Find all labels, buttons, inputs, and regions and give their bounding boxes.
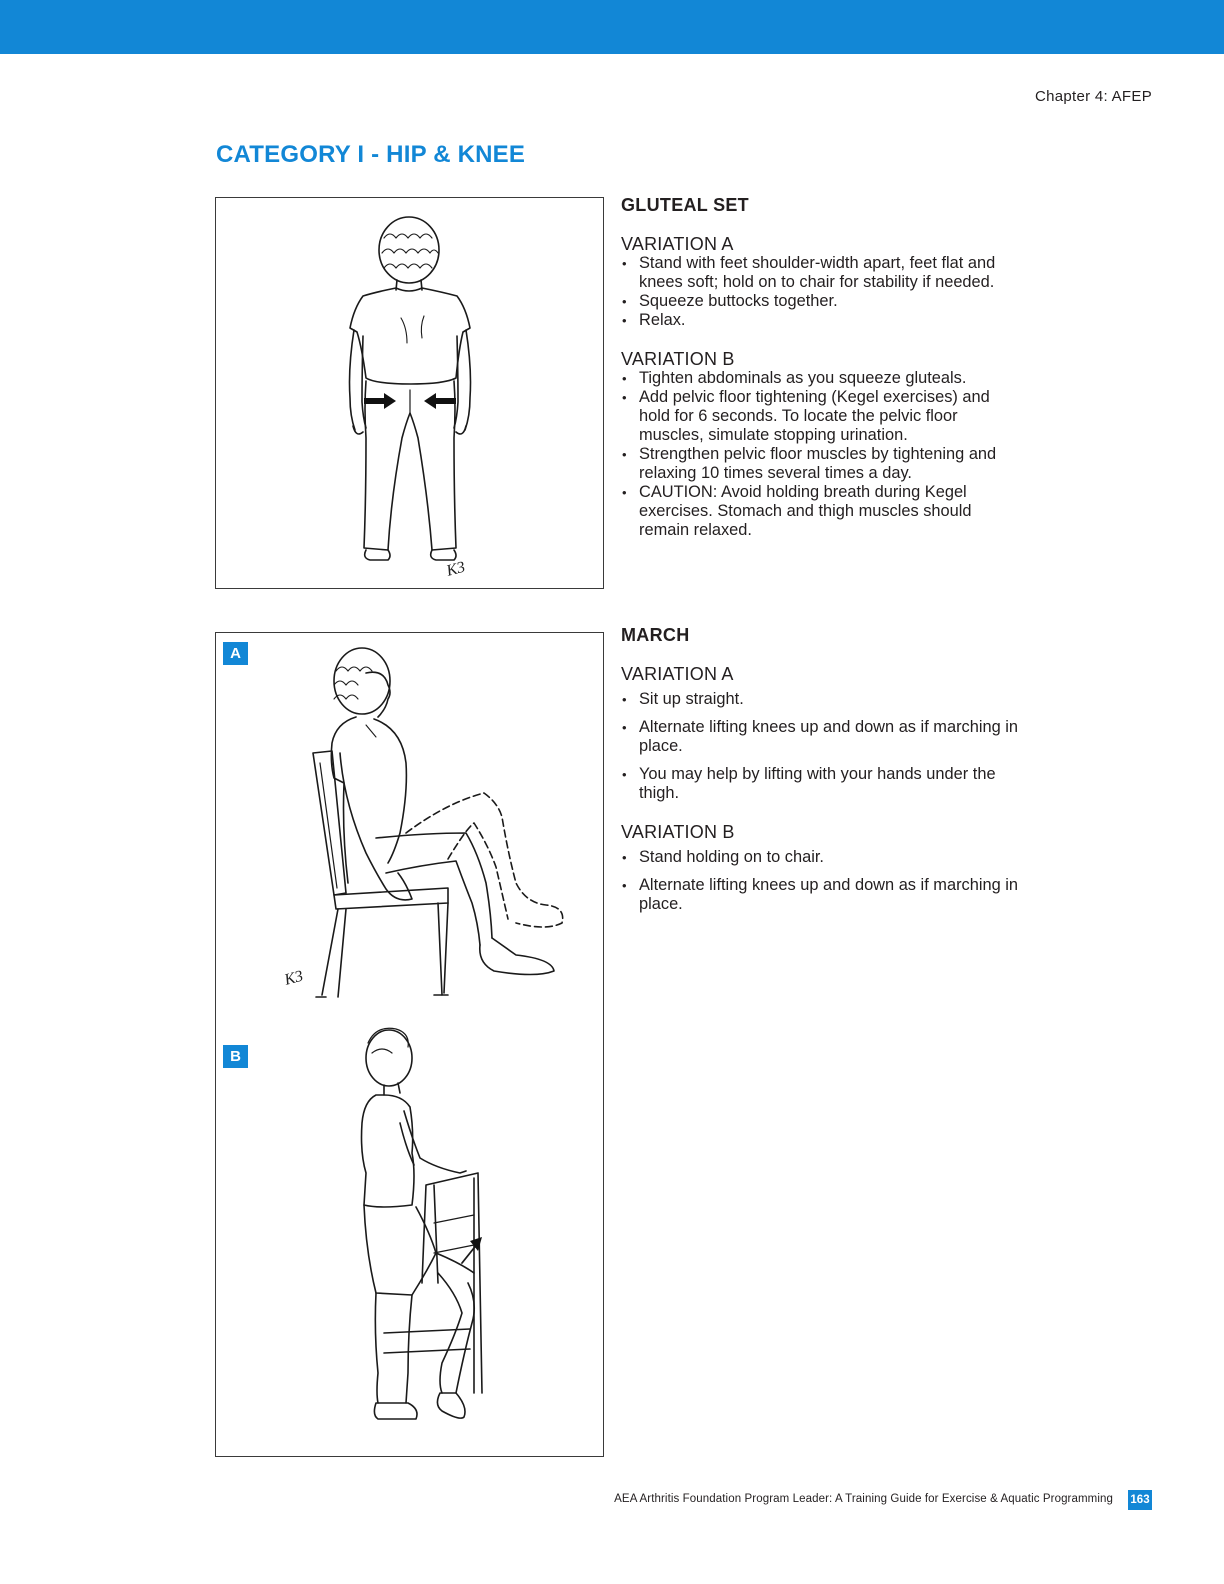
figure-label-a: A: [223, 642, 248, 665]
gluteal-set-text: [621, 196, 1021, 540]
list-item: • CAUTION: Avoid holding breath during Kegel exercises. Stomach and thigh muscles should remain relaxed.: [621, 483, 1021, 540]
exercise-title: MARCH: [621, 625, 690, 645]
variation-list: [621, 369, 1021, 540]
gluteal-set-illustration: [215, 197, 604, 589]
variation-title: VARIATION A: [621, 234, 734, 254]
march-text: [621, 626, 1021, 914]
standing-back-view-drawing: [216, 198, 605, 590]
march-illustration: [215, 632, 604, 1457]
variation-list: [621, 848, 1021, 914]
list-item: • Tighten abdominals as you squeeze gluteals.: [621, 369, 1021, 388]
list-item: • Sit up straight.: [621, 690, 1021, 709]
variation-list: [621, 254, 1021, 330]
march-drawing: [216, 633, 605, 1458]
list-item: • Alternate lifting knees up and down as if marching in place.: [621, 876, 1021, 914]
variation-title: VARIATION B: [621, 349, 735, 369]
artist-signature: K3: [282, 967, 306, 989]
figure-label-b: B: [223, 1045, 248, 1068]
list-item: • Squeeze buttocks together.: [621, 292, 1021, 311]
page-number: 163: [1128, 1490, 1152, 1510]
list-item: • Strengthen pelvic floor muscles by tightening and relaxing 10 times several times a day.: [621, 445, 1021, 483]
chapter-header: Chapter 4: AFEP: [1034, 88, 1152, 105]
list-item: • Stand holding on to chair.: [621, 848, 1021, 867]
category-title: CATEGORY I - HIP & KNEE: [216, 141, 526, 168]
top-color-band: [0, 0, 1224, 54]
exercise-title: GLUTEAL SET: [621, 195, 749, 215]
list-item: • Alternate lifting knees up and down as if marching in place.: [621, 718, 1021, 756]
list-item: • You may help by lifting with your hands under the thigh.: [621, 765, 1021, 803]
artist-signature: K3: [444, 558, 468, 580]
variation-list: [621, 690, 1021, 803]
list-item: • Add pelvic floor tightening (Kegel exercises) and hold for 6 seconds. To locate the pelvic floor muscles, simulate stopping urination.: [621, 388, 1021, 445]
footer-text: AEA Arthritis Foundation Program Leader: A Training Guide for Exercise & Aquatic Programming: [614, 1493, 1113, 1505]
list-item: • Stand with feet shoulder-width apart, feet flat and knees soft; hold on to chair for stability if needed.: [621, 254, 1021, 292]
list-item: • Relax.: [621, 311, 1021, 330]
variation-title: VARIATION B: [621, 822, 735, 842]
variation-title: VARIATION A: [621, 664, 734, 684]
